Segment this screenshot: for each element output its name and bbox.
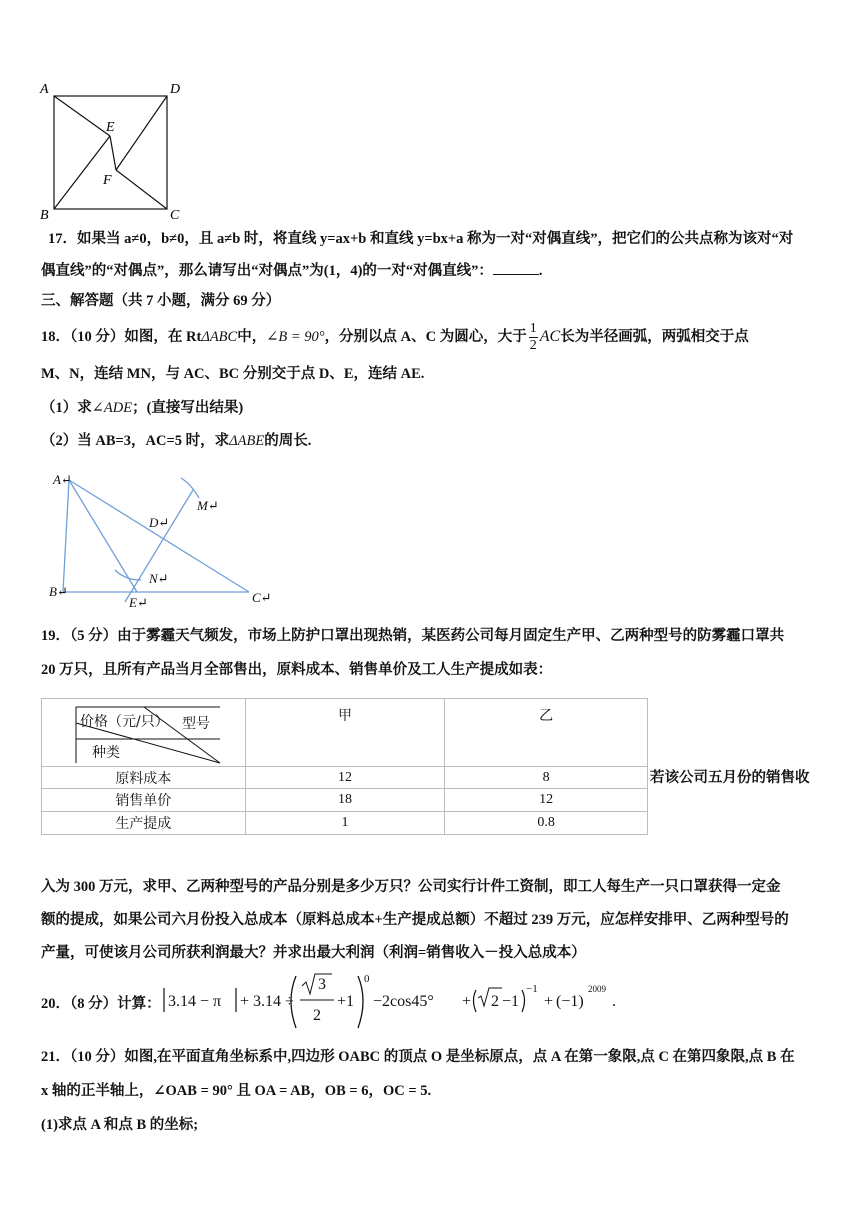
- col-header-jia: 甲: [245, 699, 445, 767]
- q18-part1: [41, 398, 243, 418]
- neg1: (−1): [556, 993, 584, 1010]
- q18-line1: [41, 321, 749, 354]
- q18-line2: M、N，连结 MN，与 AC、BC 分别交于点 D、E，连结 AE.: [41, 366, 425, 382]
- header-model: 型号: [182, 716, 210, 732]
- q18-angle: ∠B = 90°: [266, 328, 325, 345]
- fraction-half: [529, 321, 538, 354]
- q17-line1: 17．如果当 a≠0，b≠0，且 a≠b 时，将直线 y=ax+b 和直线 y=bx+a 称为一对“对偶直线”，把它们的公共点称为该对“对: [48, 231, 794, 247]
- label-D: D: [170, 82, 181, 97]
- q18-t1: 18．（10 分）如图，在 Rt: [41, 328, 202, 345]
- q18-t4: 长为半径画弧，两弧相交于点: [560, 328, 749, 345]
- sqrt2: 2: [491, 993, 499, 1010]
- q19-side-text: 若该公司五月份的销售收: [650, 770, 810, 786]
- q18-t3: ，分别以点 A、C 为圆心，大于: [324, 328, 527, 345]
- exp0: 0: [364, 973, 370, 985]
- plus-one: +1: [337, 993, 355, 1010]
- label-E2: E↵: [129, 595, 148, 610]
- q18-p1b: ；(直接写出结果): [132, 400, 244, 416]
- exp2009: 2009: [588, 984, 606, 994]
- q20-prefix: 20．（8 分）计算：: [41, 996, 161, 1012]
- row-value: 18: [245, 789, 445, 812]
- q19-line1: 19．（5 分）由于雾霾天气频发，市场上防护口罩出现热销，某医药公司每月固定生产甲、乙两种型号的防雾霾口罩共: [41, 628, 785, 644]
- row-label: 原料成本: [42, 767, 246, 789]
- q18-p2a: （2）当 AB=3，AC=5 时，求: [41, 433, 230, 449]
- minus1: −1: [502, 993, 520, 1010]
- plus2: +: [462, 993, 472, 1010]
- label-C: C: [170, 208, 180, 223]
- plus3: +: [544, 993, 554, 1010]
- minus-cos: −2cos45°: [373, 993, 434, 1010]
- q21-part1: (1)求点 A 和点 B 的坐标;: [41, 1117, 199, 1133]
- exp-m1: −1: [526, 983, 538, 995]
- q18-p1-angle: ∠ADE: [91, 400, 133, 416]
- triangle-figure: [45, 468, 285, 618]
- label-M: M↵: [197, 498, 219, 513]
- sqrt3: 3: [318, 976, 326, 993]
- q18-part2: [41, 431, 311, 451]
- abs-expr: 3.14 − π: [168, 993, 222, 1010]
- row-value: 12: [245, 767, 445, 789]
- price-table: [41, 698, 648, 835]
- q18-t2: 中，: [237, 328, 267, 345]
- frac-num: 1: [529, 321, 537, 336]
- label-A: A: [40, 82, 49, 97]
- row-value: 0.8: [445, 812, 648, 835]
- q17-line2-end: .: [538, 263, 543, 279]
- end-dot: .: [612, 993, 616, 1010]
- q17-line2: [41, 260, 543, 281]
- header-price: 价格（元/只）: [80, 714, 169, 730]
- frac-den: 2: [529, 338, 537, 353]
- q18-p2b: 的周长.: [264, 433, 312, 449]
- table-header-cell: [42, 699, 246, 767]
- label-B: B: [40, 208, 49, 223]
- label-B2: B↵: [49, 584, 68, 599]
- section-heading: 三、解答题（共 7 小题，满分 69 分）: [41, 293, 281, 309]
- q17-line2-text: 偶直线”的“对偶点”，那么请写出“对偶点”为(1，4)的一对“对偶直线”：: [41, 263, 493, 279]
- square-figure: [30, 78, 200, 223]
- den2: 2: [313, 1007, 321, 1024]
- q19-line2: 20 万只，且所有产品当月全部售出，原料成本、销售单价及工人生产提成如表：: [41, 662, 553, 678]
- q19-line3: 入为 300 万元，求甲、乙两种型号的产品分别是多少万只？公司实行计件工资制，即工人每生产一只口罩获得一定金: [41, 879, 781, 895]
- row-label: 销售单价: [42, 789, 246, 812]
- col-header-yi: 乙: [445, 699, 648, 767]
- label-C2: C↵: [252, 590, 272, 605]
- q19-line4: 额的提成，如果公司六月份投入总成本（原料总成本+生产提成总额）不超过 239 万元，应怎样安排甲、乙两种型号的: [41, 912, 789, 928]
- label-D2: D↵: [149, 515, 170, 530]
- row-value: 1: [245, 812, 445, 835]
- q18-ac: AC: [539, 327, 561, 345]
- row-value: 8: [445, 767, 648, 789]
- plus-314: + 3.14 ÷: [240, 993, 294, 1010]
- q18-tri: ΔABC: [201, 328, 238, 345]
- q21-line1: 21．（10 分）如图,在平面直角坐标系中,四边形 OABC 的顶点 O 是坐标原点，点 A 在第一象限,点 C 在第四象限,点 B 在: [41, 1049, 795, 1065]
- header-diagonals: [42, 699, 246, 767]
- q21-line2: x 轴的正半轴上，∠OAB = 90° 且 OA = AB，OB = 6，OC = 5.: [41, 1083, 432, 1099]
- row-label: 生产提成: [42, 812, 246, 835]
- label-F: F: [103, 173, 112, 188]
- label-E: E: [106, 120, 115, 135]
- row-value: 12: [445, 789, 648, 812]
- label-N: N↵: [149, 571, 169, 586]
- label-A2: A↵: [53, 472, 72, 487]
- q18-p1a: （1）求: [41, 400, 92, 416]
- q18-p2-tri: ΔABE: [229, 433, 265, 449]
- answer-blank[interactable]: [493, 260, 539, 275]
- header-kind: 种类: [92, 745, 120, 761]
- q19-line5: 产量，可使该月公司所获利润最大？并求出最大利润（利润=销售收入－投入总成本）: [41, 945, 586, 961]
- q20-formula: [160, 972, 620, 1034]
